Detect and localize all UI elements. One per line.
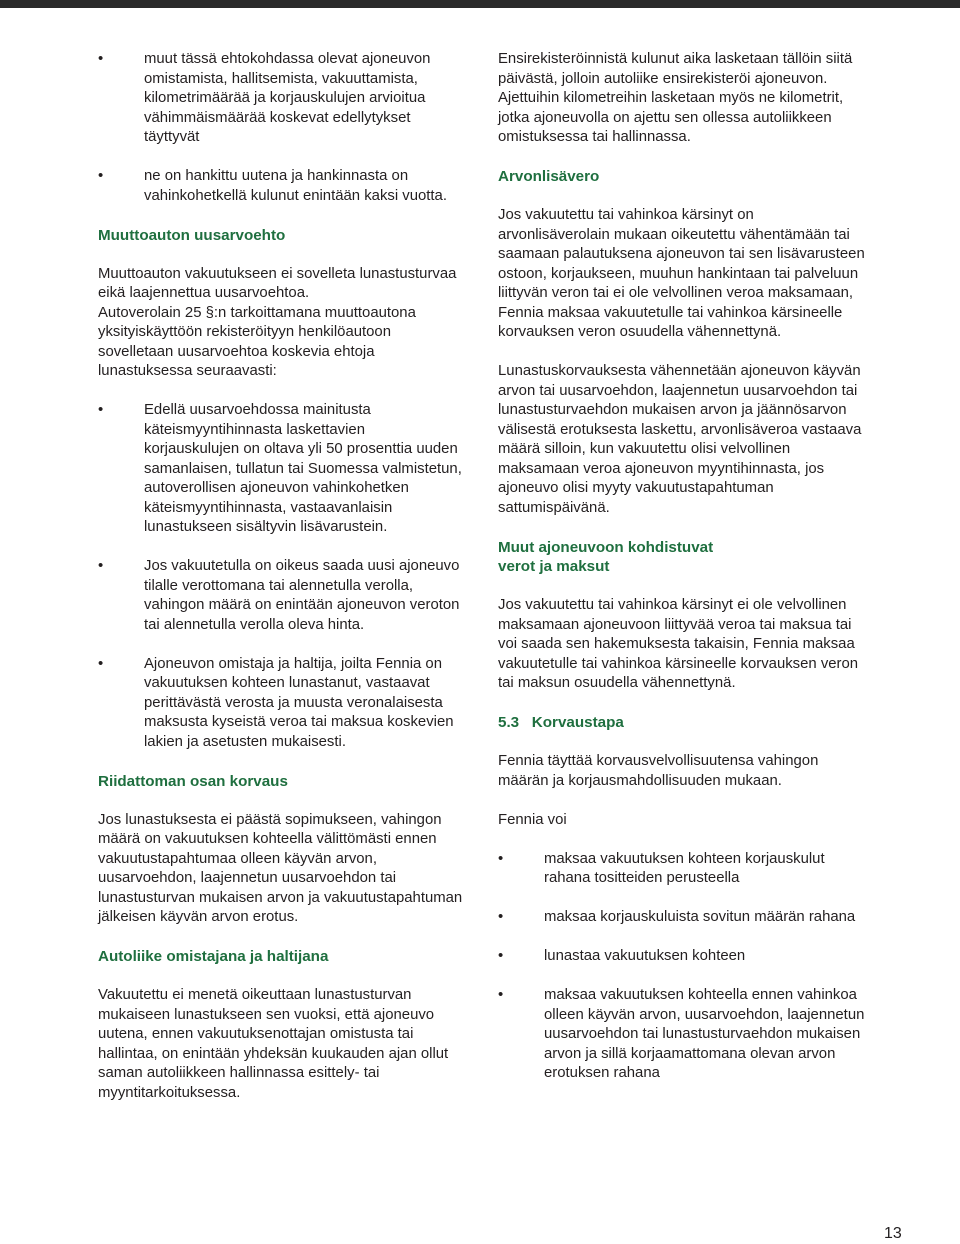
bullet-dot: •	[98, 402, 104, 418]
list-item: • maksaa korjauskuluista sovitun määrän rahana	[498, 908, 866, 928]
bullet-dot: •	[98, 51, 104, 67]
list-item: • maksaa vakuutuksen kohteen korjauskulut rahana tositteiden perusteella	[498, 850, 825, 886]
section-number: 5.3	[498, 714, 520, 731]
list-item: • maksaa vakuutuksen kohteella ennen vahinkoa olleen käyvän arvon, uusarvoehdon, laajennetun uusarvoehdon tai lunastusturvaehdon mukaisen arvon ja sillä korjaamattomana olevan arvon erotuksen rahana	[498, 987, 865, 1081]
list-item: • muut tässä ehtokohdassa olevat ajoneuvon omistamista, hallitsemista, vakuuttamista, kilometrimäärää ja korjauskulujen arvioitua vähimmäismäärää koskevat edellytykset täyttyvät	[98, 51, 431, 145]
paragraph: Jos lunastuksesta ei päästä sopimukseen, vahingon määrä on vakuutuksen kohteella välittömästi ennen vakuutustapahtumaa olleen käyvän arvon, uusarvoehdon, laajennetun uusarvoehdon tai lunastusturvan mukaisen arvon ja vakuutustapahtuman jälkeisen käyvän arvon erotus.	[98, 811, 463, 925]
list-item: • ne on hankittu uutena ja hankinnasta on vahinkohetkellä kulunut enintään kaksi vuotta.	[98, 168, 447, 204]
list-item: • Ajoneuvon omistaja ja haltija, joilta Fennia on vakuutuksen kohteen lunastanut, vastaavat perittävästä verosta ja muusta veronalaisesta maksusta kyseistä veroa tai maksua koskevien lakien ja asetusten mukaisesti.	[98, 655, 454, 750]
bullet-dot: •	[498, 948, 504, 964]
bullet-dot: •	[98, 655, 104, 672]
list-item: • Edellä uusarvoehdossa mainitusta käteismyyntihinnasta laskettavien korjauskulujen on oltava yli 50 prosenttia uuden samanlaisen, tullatun tai Suomessa valmistetun, autoverollisen ajoneuvon vahinkohetken käteismyyntihinnasta, vastaavanlaisin lunastukseen sisältyvin lisävarustein.	[98, 402, 462, 535]
paragraph: Jos vakuutettu tai vahinkoa kärsinyt on arvonlisäverolain mukaan oikeutettu vähentämään tai saamaan palautuksena ajoneuvon tai sen lisävarusteen ostoon, korjaukseen, muuhun hankintaan tai palveluun liittyvän veron tai ei ole velvollinen veroa maksamaan, Fennia maksaa vakuutetulle tai vahinkoa kärsineelle korvauksen veron osuudella vähennettynä.	[498, 207, 865, 340]
heading-arvonlisavero: Arvonlisävero	[498, 168, 600, 185]
paragraph: Autoverolain 25 §:n tarkoittamana muuttoautona yksityiskäyttöön rekisteröityyn henkilöautoon sovelletaan uusarvoehtoa koskevia ehtoja lunastuksessa seuraavasti:	[98, 304, 416, 379]
right-column	[498, 50, 866, 1084]
heading-riidattoman-osan-korvaus: Riidattoman osan korvaus	[98, 772, 288, 790]
bullet-dot: •	[98, 168, 104, 184]
paragraph: Fennia voi	[498, 811, 567, 828]
paragraph: Lunastuskorvauksesta vähennetään ajoneuvon käyvän arvon tai uusarvoehdon, laajennetun uusarvoehdon tai lunastusturvaehdon mukaisen arvon ja jäännösarvon välisestä erotuksesta laskettu, arvonlisäveroa vastaava määrä silloin, kun vakuutettu olisi velvollinen maksamaan veroa ajoneuvon myyntihinnasta, jos ajoneuvo olisi myyty vakuutustapahtuman sattumispäivänä.	[498, 363, 862, 516]
page-number: 13	[884, 1225, 902, 1242]
paragraph: Vakuutettu ei menetä oikeuttaan lunastusturvan mukaiseen lunastukseen sen vuoksi, että ajoneuvo uutena, ennen vakuutuksenottajan omistusta tai hallintaa, on enintään yhdeksän kuukauden ajan ollut saman autoliikkeen hallinnassa esittely- tai myyntitarkoituksessa.	[98, 987, 449, 1101]
heading-autoliike: Autoliike omistajana ja haltijana	[98, 948, 329, 965]
bullet-dot: •	[498, 850, 504, 867]
bullet-dot: •	[498, 909, 504, 925]
bullet-dot: •	[98, 558, 104, 574]
heading-muuttoauton-uusarvoehto: Muuttoauton uusarvoehto	[98, 226, 286, 244]
paragraph: Jos vakuutettu tai vahinkoa kärsinyt ei ole velvollinen maksamaan ajoneuvoon liittyvää veroa tai maksua tai voi saada sen hakemuksesta takaisin, Fennia maksaa vakuutetulle tai vahinkoa kärsineelle korvauksen veron tai maksun osuudella vähennettynä.	[498, 597, 859, 691]
top-rule	[0, 0, 960, 8]
list-item: • lunastaa vakuutuksen kohteen	[498, 947, 866, 967]
bullet-dot: •	[498, 987, 504, 1003]
heading-korvaustapa: 5.3 Korvaustapa	[498, 714, 624, 731]
paragraph: Ensirekisteröinnistä kulunut aika lasketaan tällöin siitä päivästä, jolloin autoliike ensirekisteröi ajoneuvon. Ajettuihin kilometreihin lasketaan myös ne kilometrit, jotka ajoneuvolla on ajettu sen ollessa autoliikkeen omistuksessa tai hallinnassa.	[498, 51, 853, 145]
left-column	[98, 50, 463, 1103]
paragraph: Fennia täyttää korvausvelvollisuutensa vahingon määrän ja korjausmahdollisuuden mukaan.	[498, 753, 819, 789]
heading-muut-verot: Muut ajoneuvoon kohdistuvat verot ja maksut	[498, 538, 714, 575]
list-item: • Jos vakuutetulla on oikeus saada uusi ajoneuvo tilalle verottomana tai alennetulla verolla, vahingon määrä on enintään ajoneuvon veroton tai alennetulla verolla oleva hinta.	[98, 558, 460, 633]
paragraph: Muuttoauton vakuutukseen ei sovelleta lunastusturvaa eikä laajennettua uusarvoehtoa.	[98, 265, 457, 301]
